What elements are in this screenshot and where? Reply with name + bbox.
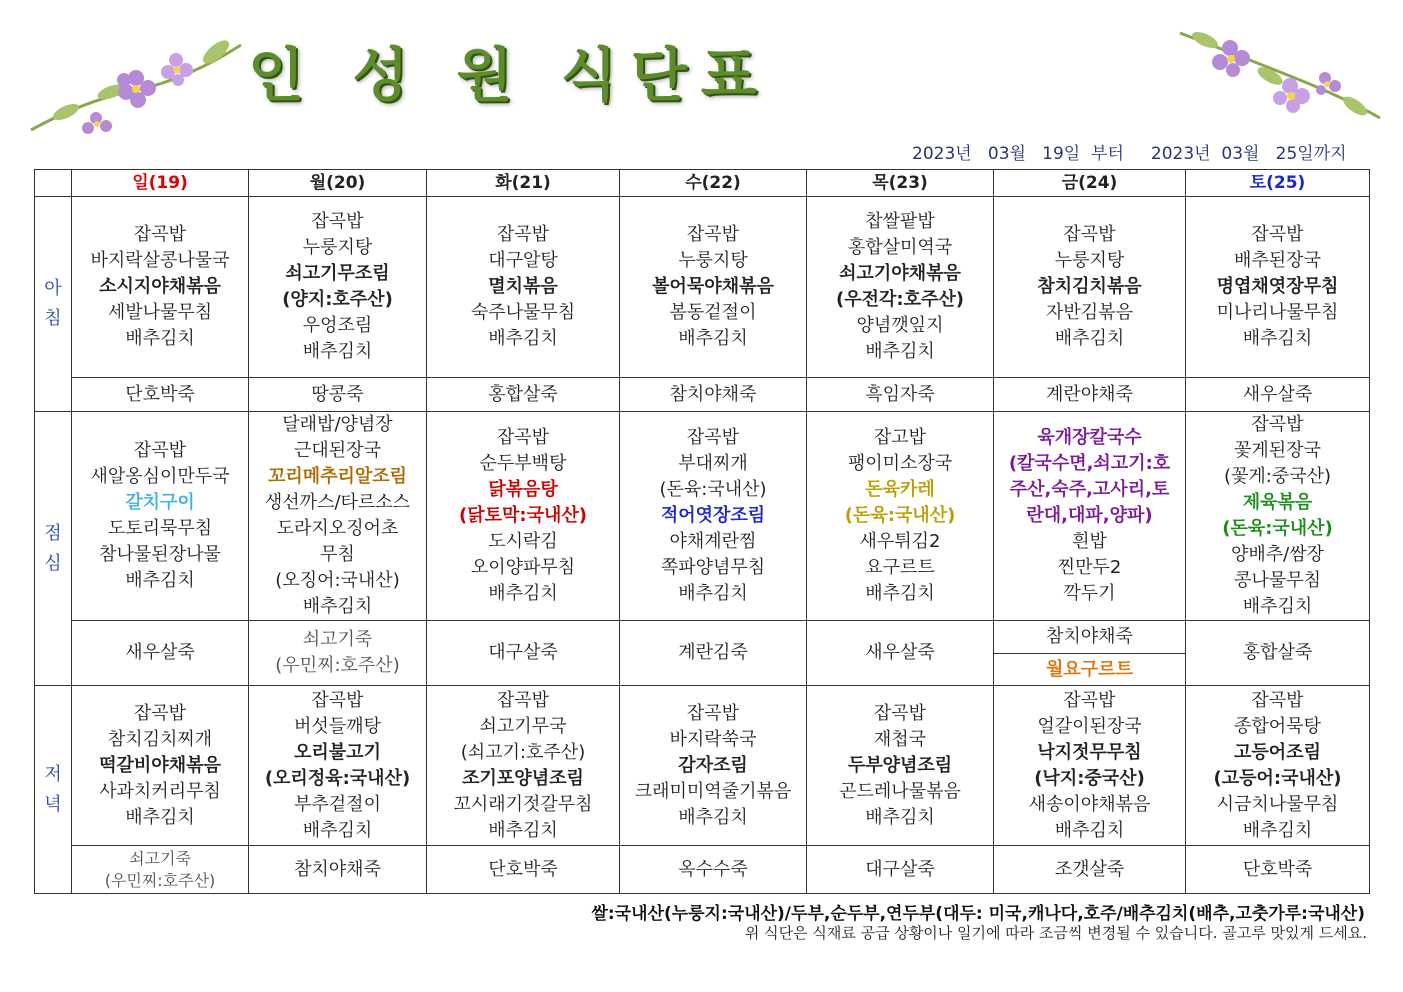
- lunch-porridge-thu: 새우살죽: [807, 621, 994, 686]
- lunch-extra-fri: 월요구르트: [994, 654, 1186, 686]
- menu-table: [34, 169, 1370, 894]
- breakfast-porridge-tue: 홍합살죽: [427, 378, 620, 412]
- dinner-porridge-wed: 옥수수죽: [620, 846, 807, 894]
- dinner-porridge-sun: 쇠고기죽 (우민찌:호주산): [72, 846, 249, 894]
- dinner-fri: 잡곡밥 얼갈이된장국 낙지젓무무침 (낙지:중국산) 새송이야채볶음 배추김치: [994, 686, 1186, 846]
- dinner-tue: 잡곡밥 쇠고기무국 (쇠고기:호주산) 조기포양념조림 꼬시래기젓갈무침 배추김치: [427, 686, 620, 846]
- lunch-porridge-fri: 참치야채죽: [994, 621, 1186, 654]
- lunch-row: [35, 412, 1370, 621]
- lunch-fri: 육개장칼국수 (칼국수면,쇠고기:호 주산,숙주,고사리,토 란대,대파,양파) 흰밥 찐만두2 깍두기: [994, 412, 1186, 621]
- dinner-porridge-thu: 대구살죽: [807, 846, 994, 894]
- breakfast-porridge-thu: 흑임자죽: [807, 378, 994, 412]
- lunch-porridge-row: [35, 621, 1370, 654]
- breakfast-tue: 잡곡밥 대구알탕 멸치볶음 숙주나물무침 배추김치: [427, 197, 620, 378]
- dinner-row: [35, 686, 1370, 846]
- dinner-mon: 잡곡밥 버섯들깨탕 오리불고기 (오리정육:국내산) 부추겉절이 배추김치: [249, 686, 427, 846]
- lunch-mon: 달래밥/양념장 근대된장국 꼬리메추리알조림 생선까스/타르소스 도라지오징어초 무침 (오징어:국내산) 배추김치: [249, 412, 427, 621]
- flower-decoration-right-icon: [1175, 18, 1385, 128]
- dinner-porridge-fri: 조갯살죽: [994, 846, 1186, 894]
- breakfast-row: [35, 197, 1370, 378]
- meal-label-breakfast: 아침: [35, 197, 72, 412]
- breakfast-porridge-sun: 단호박죽: [72, 378, 249, 412]
- dinner-sun: 잡곡밥 참치김치찌개 떡갈비야채볶음 사과치커리무침 배추김치: [72, 686, 249, 846]
- day-header-fri: 금(24): [994, 170, 1186, 197]
- breakfast-mon: 잡곡밥 누룽지탕 쇠고기무조림 (양지:호주산) 우엉조림 배추김치: [249, 197, 427, 378]
- day-header-mon: 월(20): [249, 170, 427, 197]
- corner-cell: [35, 170, 72, 197]
- breakfast-fri: 잡곡밥 누룽지탕 참치김치볶음 자반김볶음 배추김치: [994, 197, 1186, 378]
- lunch-thu: 잡고밥 팽이미소장국 돈육카레 (돈육:국내산) 새우튀김2 요구르트 배추김치: [807, 412, 994, 621]
- day-header-tue: 화(21): [427, 170, 620, 197]
- day-header-thu: 목(23): [807, 170, 994, 197]
- lunch-porridge-mon: 쇠고기죽 (우민찌:호주산): [249, 621, 427, 686]
- footer-origin-note: 쌀:국내산(누룽지:국내산)/두부,순두부,연두부(대두: 미국,캐나다,호주/배추김치(배추,고춧가루:국내산): [591, 904, 1365, 924]
- meal-label-lunch: 점심: [35, 412, 72, 686]
- breakfast-porridge-mon: 땅콩죽: [249, 378, 427, 412]
- breakfast-wed: 잡곡밥 누룽지탕 볼어묵야채볶음 봄동겉절이 배추김치: [620, 197, 807, 378]
- breakfast-sat: 잡곡밥 배추된장국 명엽채엿장무침 미나리나물무침 배추김치: [1186, 197, 1370, 378]
- day-header-row: [35, 170, 1370, 197]
- breakfast-porridge-wed: 참치야채죽: [620, 378, 807, 412]
- lunch-porridge-wed: 계란김죽: [620, 621, 807, 686]
- page-title: 인 성 원 식단표: [248, 41, 771, 109]
- meal-label-dinner: 저녁: [35, 686, 72, 894]
- dinner-porridge-tue: 단호박죽: [427, 846, 620, 894]
- lunch-sat: 잡곡밥 꽃게된장국 (꽃게:중국산) 제육볶음 (돈육:국내산) 양배추/쌈장 콩나물무침 배추김치: [1186, 412, 1370, 621]
- day-header-sat: 토(25): [1186, 170, 1370, 197]
- breakfast-porridge-row: [35, 378, 1370, 412]
- lunch-porridge-sat: 홍합살죽: [1186, 621, 1370, 686]
- dinner-sat: 잡곡밥 종합어묵탕 고등어조림 (고등어:국내산) 시금치나물무침 배추김치: [1186, 686, 1370, 846]
- dinner-wed: 잡곡밥 바지락쑥국 감자조림 크래미미역줄기볶음 배추김치: [620, 686, 807, 846]
- breakfast-porridge-sat: 새우살죽: [1186, 378, 1370, 412]
- lunch-porridge-tue: 대구살죽: [427, 621, 620, 686]
- day-header-sun: 일(19): [72, 170, 249, 197]
- dinner-porridge-mon: 참치야채죽: [249, 846, 427, 894]
- footer-notice: 위 식단은 식재료 공급 상황이나 일기에 따라 조금씩 변경될 수 있습니다. 골고루 맛있게 드세요.: [744, 924, 1367, 942]
- dinner-porridge-row: [35, 846, 1370, 894]
- lunch-tue: 잡곡밥 순두부백탕 닭볶음탕 (닭토막:국내산) 도시락김 오이양파무침 배추김치: [427, 412, 620, 621]
- breakfast-porridge-fri: 계란야채죽: [994, 378, 1186, 412]
- breakfast-thu: 찹쌀팥밥 홍합살미역국 쇠고기야채볶음 (우전각:호주산) 양념깻잎지 배추김치: [807, 197, 994, 378]
- period-range: 2023년 03월 19일 부터 2023년 03월 25일까지: [912, 144, 1347, 164]
- dinner-porridge-sat: 단호박죽: [1186, 846, 1370, 894]
- flower-decoration-left-icon: [26, 30, 246, 140]
- lunch-wed: 잡곡밥 부대찌개 (돈육:국내산) 적어엿장조림 야채계란찜 쪽파양념무침 배추김치: [620, 412, 807, 621]
- day-header-wed: 수(22): [620, 170, 807, 197]
- dinner-thu: 잡곡밥 재첩국 두부양념조림 곤드레나물볶음 배추김치: [807, 686, 994, 846]
- breakfast-sun: 잡곡밥 바지락살콩나물국 소시지야채볶음 세발나물무침 배추김치: [72, 197, 249, 378]
- lunch-porridge-sun: 새우살죽: [72, 621, 249, 686]
- lunch-sun: 잡곡밥 새알옹심이만두국 갈치구이 도토리묵무침 참나물된장나물 배추김치: [72, 412, 249, 621]
